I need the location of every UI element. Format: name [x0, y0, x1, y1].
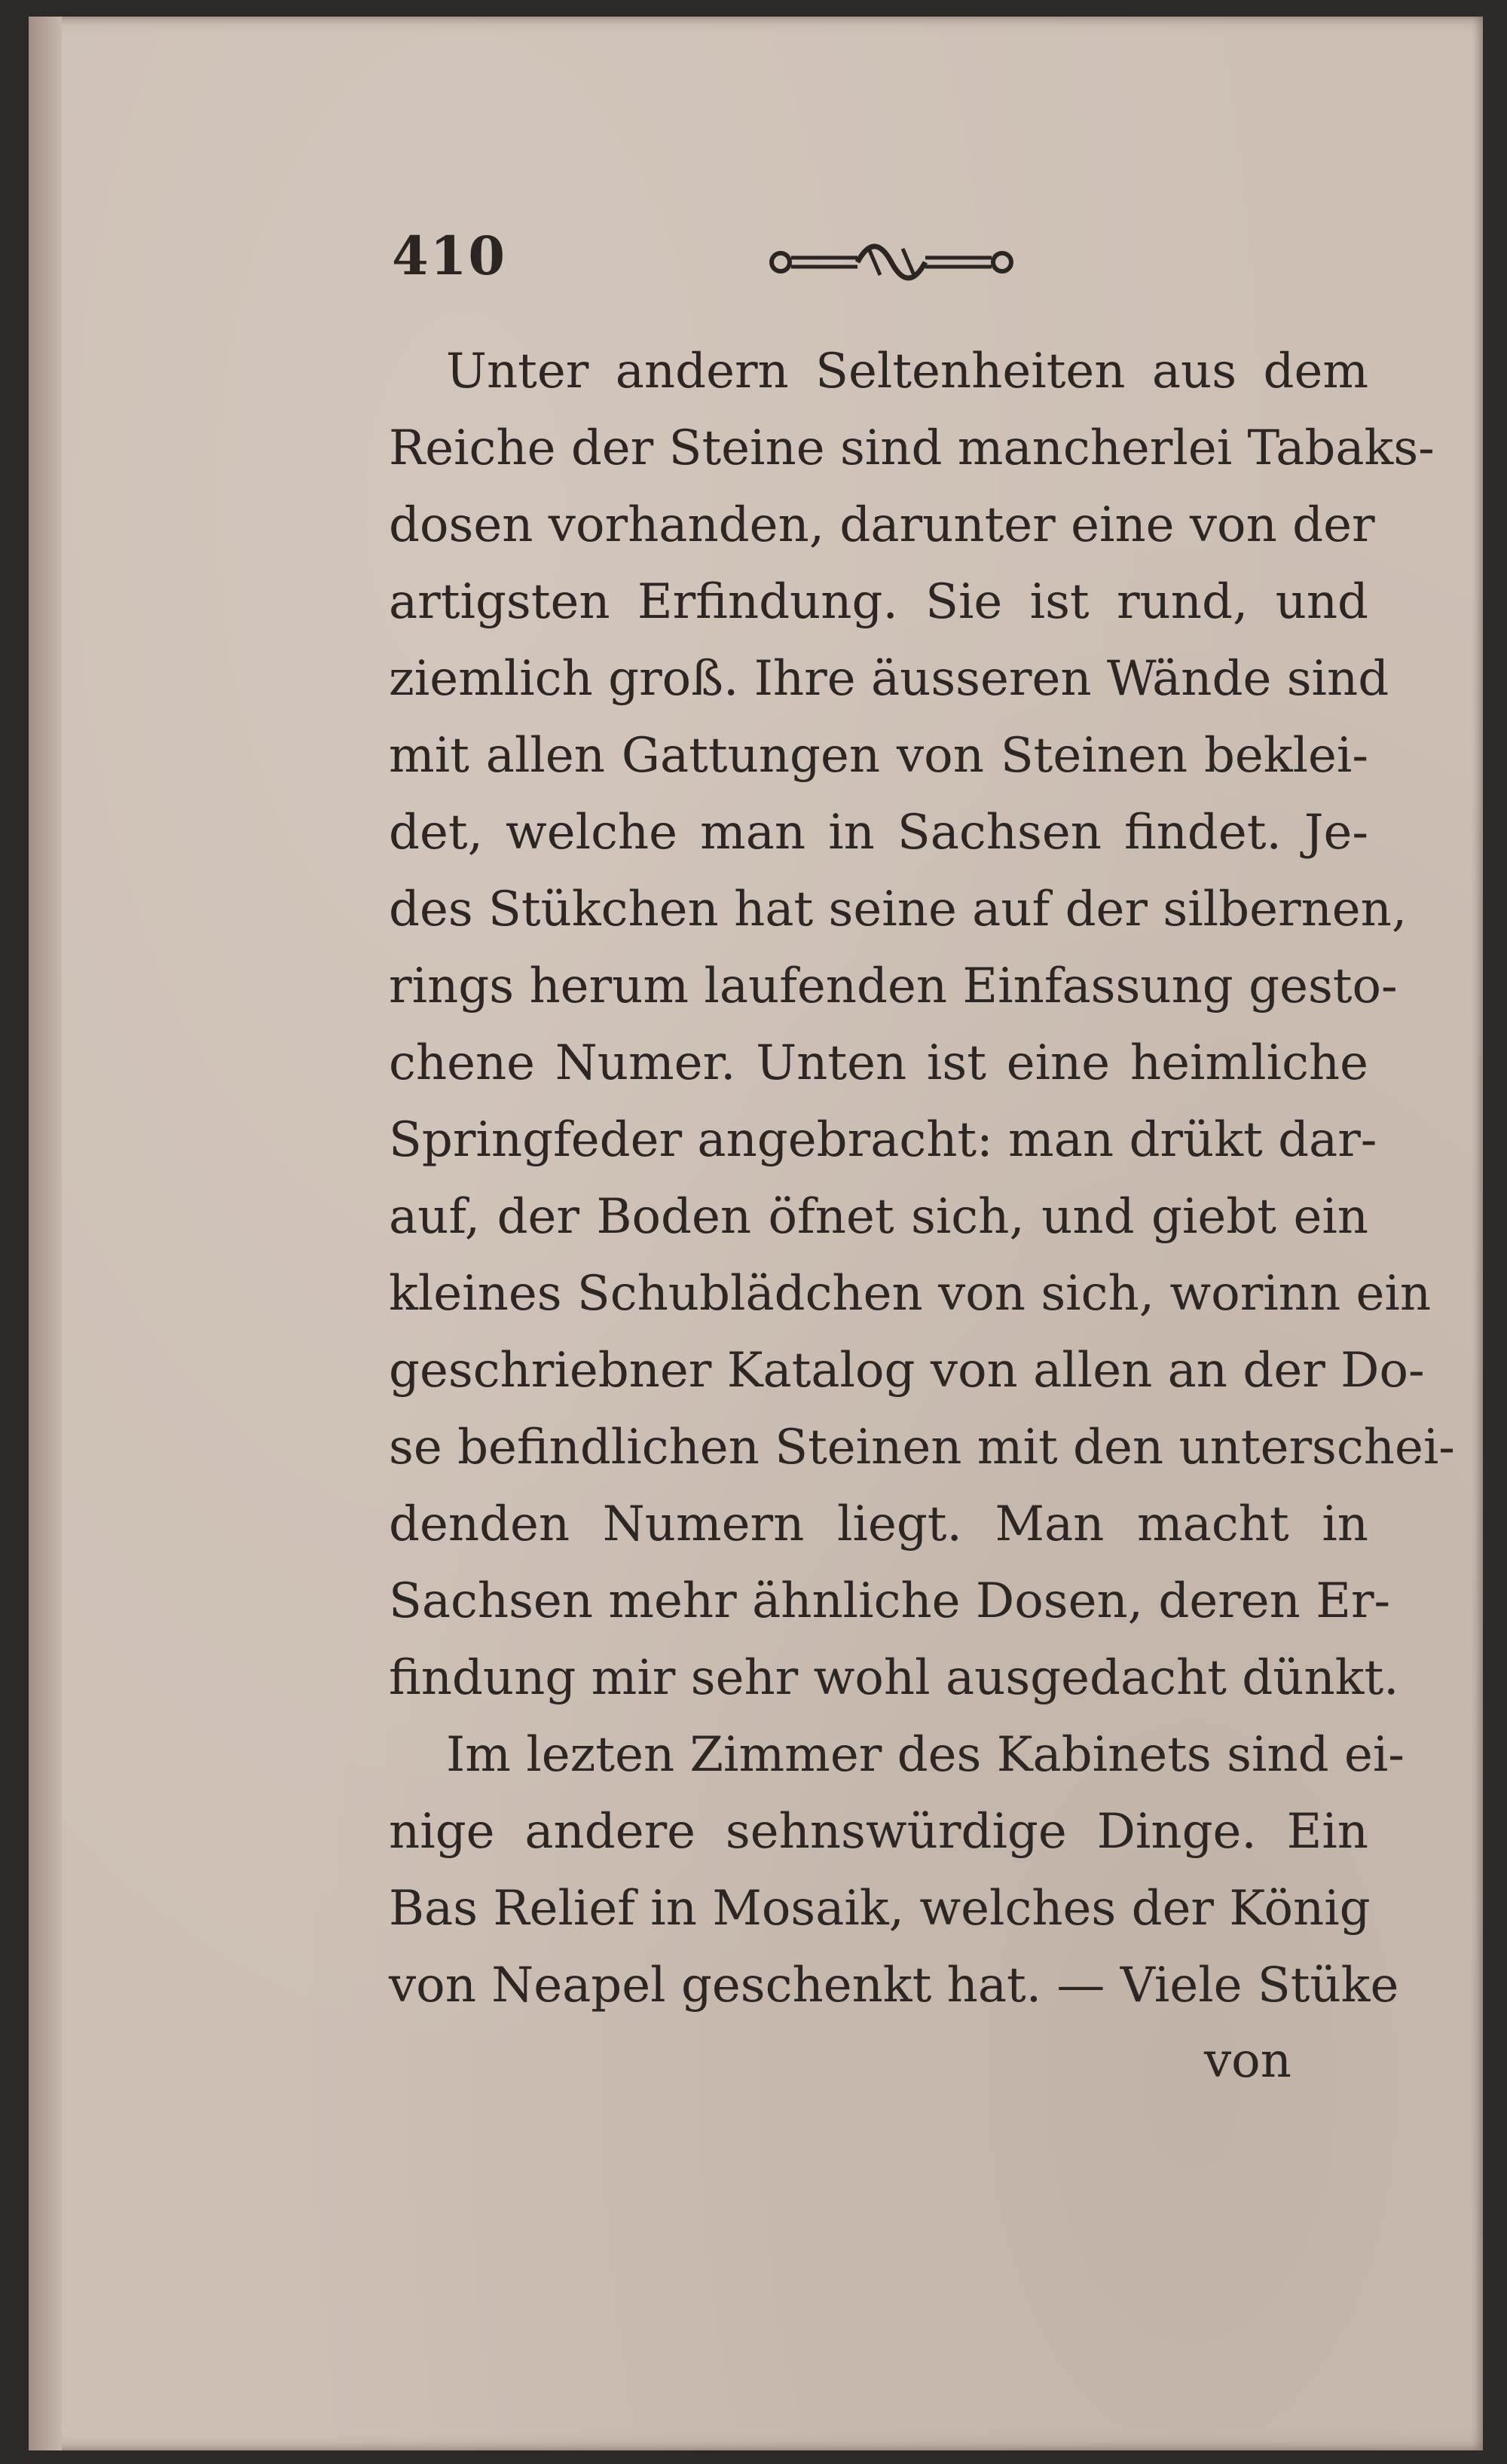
text-line: auf, der Boden öfnet sich, und giebt ein [389, 1189, 1368, 1245]
text-line: nige andere sehnswürdige Dinge. Ein [389, 1804, 1368, 1860]
text-line: artigsten Erfindung. Sie ist rund, und [389, 574, 1368, 630]
page-header [360, 219, 1370, 301]
text-line: Im lezten Zimmer des Kabinets sind ei- [446, 1727, 1405, 1783]
book-page [29, 17, 1483, 2450]
catchword: von [1204, 2033, 1291, 2089]
text-line: ziemlich groß. Ihre äusseren Wände sind [389, 651, 1389, 707]
text-line: Sachsen mehr ähnliche Dosen, deren Er- [389, 1573, 1391, 1629]
body-text [389, 333, 1455, 2024]
text-line: findung mir sehr wohl ausgedacht dünkt. [389, 1650, 1399, 1706]
text-line: Springfeder angebracht: man drükt dar- [389, 1112, 1377, 1168]
page-gutter [29, 17, 62, 2450]
text-line: Reiche der Steine sind mancherlei Tabaks- [389, 420, 1435, 476]
text-line: rings herum laufenden Einfassung gesto- [389, 958, 1398, 1014]
text-line: von Neapel geschenkt hat. — Viele Stüke [389, 1958, 1399, 2013]
text-line: mit allen Gattungen von Steinen beklei- [389, 728, 1368, 784]
text-line: kleines Schublädchen von sich, worinn ein [389, 1266, 1432, 1322]
text-line: Unter andern Seltenheiten aus dem [446, 344, 1368, 399]
text-line: se befindlichen Steinen mit den unterschei- [389, 1420, 1455, 1475]
text-line: det, welche man in Sachsen findet. Je- [389, 805, 1368, 861]
text-line: denden Numern liegt. Man macht in [389, 1496, 1368, 1552]
page-number: 410 [392, 225, 507, 287]
text-line: chene Numer. Unten ist eine heimliche [389, 1035, 1368, 1091]
text-line: des Stükchen hat seine auf der silbernen, [389, 882, 1408, 937]
header-ornament-icon [767, 226, 1016, 294]
text-line: geschriebner Katalog von allen an der Do- [389, 1343, 1425, 1399]
text-line: Bas Relief in Mosaik, welches der König [389, 1881, 1371, 1937]
text-line: dosen vorhanden, darunter eine von der [389, 497, 1375, 553]
